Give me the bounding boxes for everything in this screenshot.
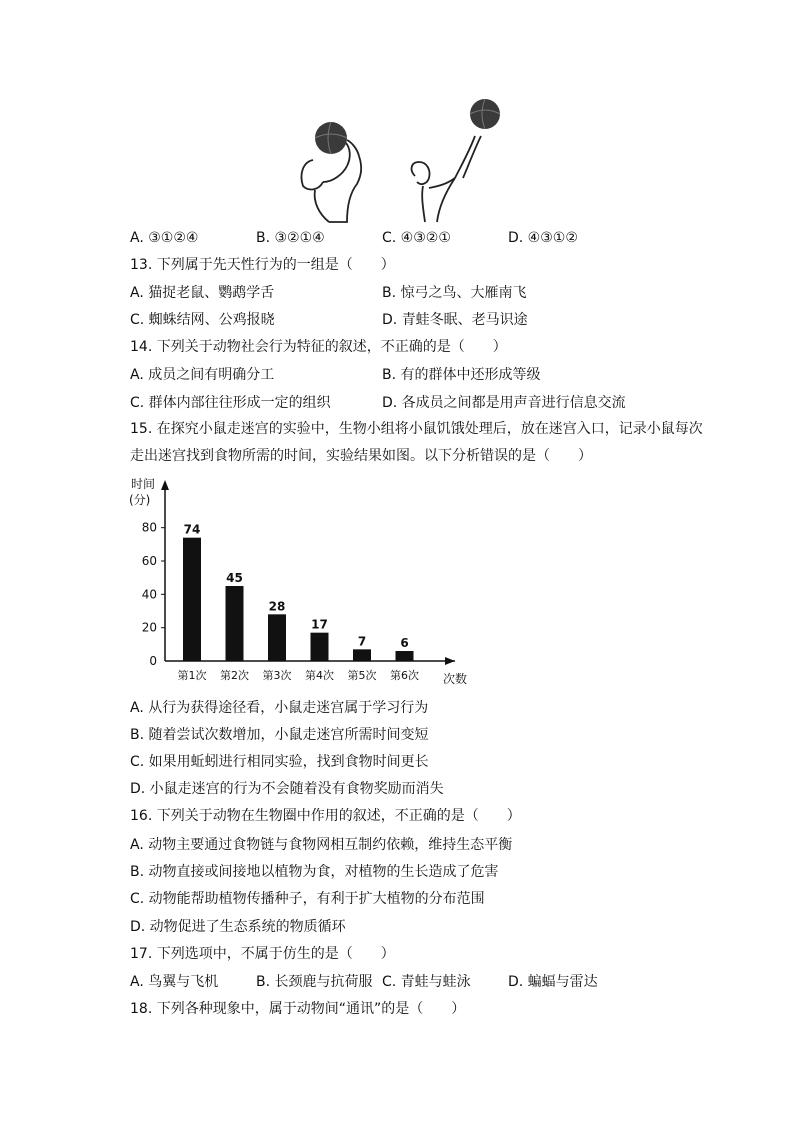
- q17-option-a[interactable]: A. 鸟翼与飞机: [130, 974, 219, 990]
- person-right: [412, 136, 481, 222]
- q14-stem: 14. 下列关于动物社会行为特征的叙述，不正确的是（ ）: [130, 339, 507, 355]
- q15-option-c[interactable]: C. 如果用蚯蚓进行相同实验，找到食物时间更长: [130, 754, 429, 770]
- y-axis-label-line1: 时间: [131, 477, 156, 491]
- q15-option-d[interactable]: D. 小鼠走迷宫的行为不会随着没有食物奖励而消失: [130, 781, 444, 797]
- basketball-right: [470, 99, 500, 129]
- q12-option-a[interactable]: A. ③①②④: [130, 230, 199, 246]
- q16-stem: 16. 下列关于动物在生物圈中作用的叙述，不正确的是（ ）: [130, 808, 521, 824]
- bar-1: [183, 538, 201, 661]
- y-axis-arrow: [161, 480, 169, 490]
- q15-stem-line1: 15. 在探究小鼠走迷宫的实验中，生物小组将小鼠饥饿处理后，放在迷宫入口，记录小鼠每次: [130, 421, 703, 437]
- q14-option-c[interactable]: C. 群体内部往往形成一定的组织: [130, 395, 331, 411]
- x-tick-label-3: 第3次: [262, 669, 292, 682]
- x-axis-label: 次数: [442, 672, 468, 686]
- q16-option-d[interactable]: D. 动物促进了生态系统的物质循环: [130, 919, 346, 935]
- q17-option-d[interactable]: D. 蝙蝠与雷达: [508, 974, 598, 990]
- q14-option-b[interactable]: B. 有的群体中还形成等级: [382, 367, 541, 383]
- maze-time-bar-chart: [125, 476, 475, 691]
- q14-option-a[interactable]: A. 成员之间有明确分工: [130, 367, 275, 383]
- basketball-figure: [285, 90, 505, 225]
- q17-stem: 17. 下列选项中，不属于仿生的是（ ）: [130, 946, 395, 962]
- q12-option-b[interactable]: B. ③②①④: [256, 230, 325, 246]
- data-label-1: 74: [183, 522, 201, 537]
- y-tick-label: 60: [141, 554, 157, 568]
- y-tick-label: 0: [149, 654, 157, 668]
- q16-option-c[interactable]: C. 动物能帮助植物传播种子，有利于扩大植物的分布范围: [130, 891, 485, 907]
- q13-option-d[interactable]: D. 青蛙冬眠、老马识途: [382, 312, 528, 328]
- q16-option-a[interactable]: A. 动物主要通过食物链与食物网相互制约依赖，维持生态平衡: [130, 837, 513, 853]
- chart-labels: [129, 476, 467, 686]
- y-tick-label: 40: [141, 587, 157, 602]
- q12-option-c[interactable]: C. ④③②①: [382, 230, 451, 246]
- data-label-4: 17: [311, 617, 328, 632]
- basketball-left: [315, 122, 347, 154]
- x-tick-label-4: 第4次: [305, 669, 334, 682]
- q17-option-c[interactable]: C. 青蛙与蛙泳: [382, 974, 471, 990]
- q13-stem: 13. 下列属于先天性行为的一组是（ ）: [130, 257, 395, 273]
- q18-stem: 18. 下列各种现象中，属于动物间“通讯”的是（ ）: [130, 1001, 466, 1017]
- data-label-5: 7: [357, 634, 367, 649]
- bar-3: [268, 614, 286, 661]
- y-tick-label: 80: [141, 520, 157, 535]
- q14-option-d[interactable]: D. 各成员之间都是用声音进行信息交流: [382, 395, 626, 411]
- x-tick-label-1: 第1次: [177, 669, 207, 682]
- q12-option-d[interactable]: D. ④③①②: [508, 230, 578, 246]
- x-tick-label-6: 第6次: [390, 669, 419, 682]
- q15-stem-line2: 走出迷宫找到食物所需的时间，实验结果如图。以下分析错误的是（ ）: [130, 448, 592, 464]
- x-axis-arrow: [445, 657, 455, 665]
- x-tick-label-5: 第5次: [347, 669, 377, 682]
- chart-bars: [183, 538, 414, 661]
- chart-axes: [161, 480, 455, 665]
- data-label-3: 28: [268, 599, 286, 614]
- x-tick-label-2: 第2次: [220, 669, 249, 682]
- q13-option-b[interactable]: B. 惊弓之鸟、大雁南飞: [382, 285, 527, 301]
- q17-option-b[interactable]: B. 长颈鹿与抗荷服: [256, 974, 373, 990]
- data-label-6: 6: [400, 636, 409, 650]
- y-tick-label: 20: [141, 620, 157, 635]
- bar-4: [311, 633, 329, 661]
- q15-option-a[interactable]: A. 从行为获得途径看，小鼠走迷宫属于学习行为: [130, 700, 429, 716]
- data-label-2: 45: [226, 571, 243, 585]
- q13-option-a[interactable]: A. 猫捉老鼠、鹦鹉学舌: [130, 285, 275, 301]
- y-axis-label-line2: (分): [129, 493, 151, 507]
- q13-option-c[interactable]: C. 蜘蛛结网、公鸡报晓: [130, 312, 275, 328]
- bar-2: [226, 586, 244, 661]
- bar-6: [396, 651, 414, 661]
- q15-option-b[interactable]: B. 随着尝试次数增加，小鼠走迷宫所需时间变短: [130, 727, 429, 743]
- q16-option-b[interactable]: B. 动物直接或间接地以植物为食，对植物的生长造成了危害: [130, 864, 499, 880]
- bar-5: [353, 649, 371, 661]
